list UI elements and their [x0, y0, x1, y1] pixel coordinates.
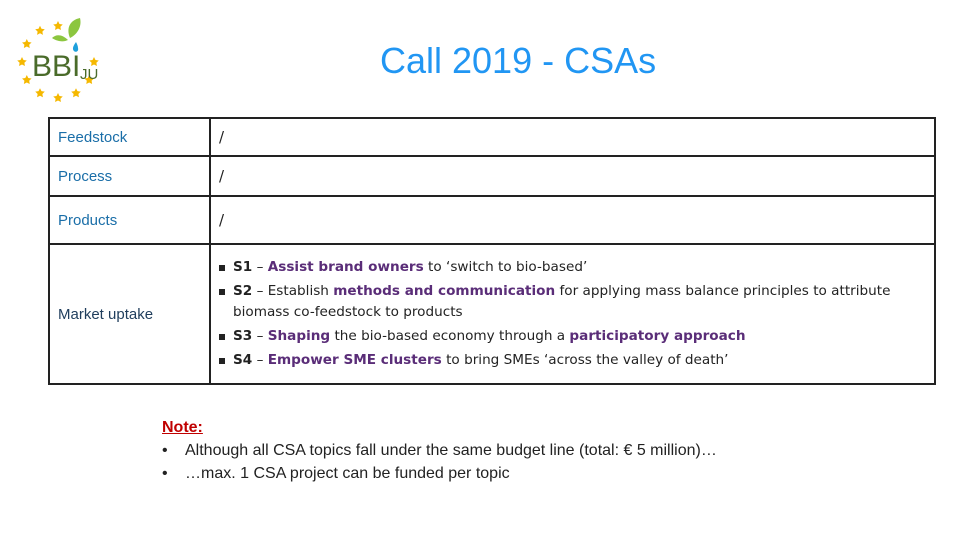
- topic-text: to bring SMEs ‘across the valley of death’: [441, 352, 729, 368]
- row-value-process: /: [210, 156, 935, 196]
- star-icon: [17, 57, 27, 66]
- topic-highlight: Assist brand owners: [267, 259, 424, 275]
- topic-separator: –: [252, 283, 268, 299]
- topic-item-s2: [219, 281, 926, 323]
- row-value-market-uptake: [210, 244, 935, 384]
- star-icon: [71, 88, 81, 97]
- topic-highlight: participatory approach: [569, 328, 746, 344]
- topic-code: S2: [233, 283, 253, 299]
- topic-text: the bio-based economy through a: [330, 328, 570, 344]
- star-icon: [22, 75, 32, 84]
- topic-text: to ‘switch to bio-based’: [423, 259, 588, 275]
- topic-separator: –: [252, 352, 268, 368]
- row-value-products: /: [210, 196, 935, 244]
- topic-code: S4: [233, 352, 253, 368]
- star-icon: [89, 57, 99, 66]
- star-icon: [53, 21, 63, 30]
- star-icon: [22, 39, 32, 48]
- topic-list: [219, 257, 926, 371]
- topic-highlight: Shaping: [267, 328, 331, 344]
- logo-text: BBI: [32, 50, 81, 83]
- topic-code: S3: [233, 328, 253, 344]
- topic-text: Establish: [267, 283, 334, 299]
- note-title: Note:: [162, 419, 203, 436]
- note-item: [162, 462, 717, 485]
- bullet-icon: •: [162, 442, 168, 459]
- topic-text: for applying mass balance principles to attribute biomass co-feedstock to products: [233, 283, 891, 320]
- topic-item-s3: [219, 326, 926, 347]
- topic-separator: –: [252, 259, 268, 275]
- table-row: [49, 244, 935, 384]
- logo-suffix: JU: [80, 66, 99, 83]
- star-icon: [35, 88, 45, 97]
- note-box: [162, 416, 717, 485]
- topic-item-s1: [219, 257, 926, 278]
- bullet-icon: •: [162, 465, 168, 482]
- row-label-feedstock: Feedstock: [49, 118, 210, 156]
- note-text: Although all CSA topics fall under the same budget line (total: € 5 million)…: [185, 442, 717, 459]
- topic-separator: –: [252, 328, 268, 344]
- table-row: [49, 156, 935, 196]
- topic-item-s4: [219, 350, 926, 371]
- bbi-ju-logo: [12, 14, 112, 104]
- note-text: …max. 1 CSA project can be funded per topic: [185, 465, 510, 482]
- page-title: Call 2019 - CSAs: [380, 40, 657, 81]
- table-row: [49, 196, 935, 244]
- row-label-products: Products: [49, 196, 210, 244]
- note-item: [162, 439, 717, 462]
- topic-highlight: methods and communication: [333, 283, 556, 299]
- csa-table: [48, 117, 936, 385]
- topic-highlight: Empower SME clusters: [267, 352, 442, 368]
- star-icon: [53, 93, 63, 102]
- topic-code: S1: [233, 259, 253, 275]
- leaf-icon: [52, 18, 81, 41]
- row-label-market-uptake: Market uptake: [49, 244, 210, 384]
- row-label-process: Process: [49, 156, 210, 196]
- star-icon: [35, 26, 45, 35]
- table-row: [49, 118, 935, 156]
- row-value-feedstock: /: [210, 118, 935, 156]
